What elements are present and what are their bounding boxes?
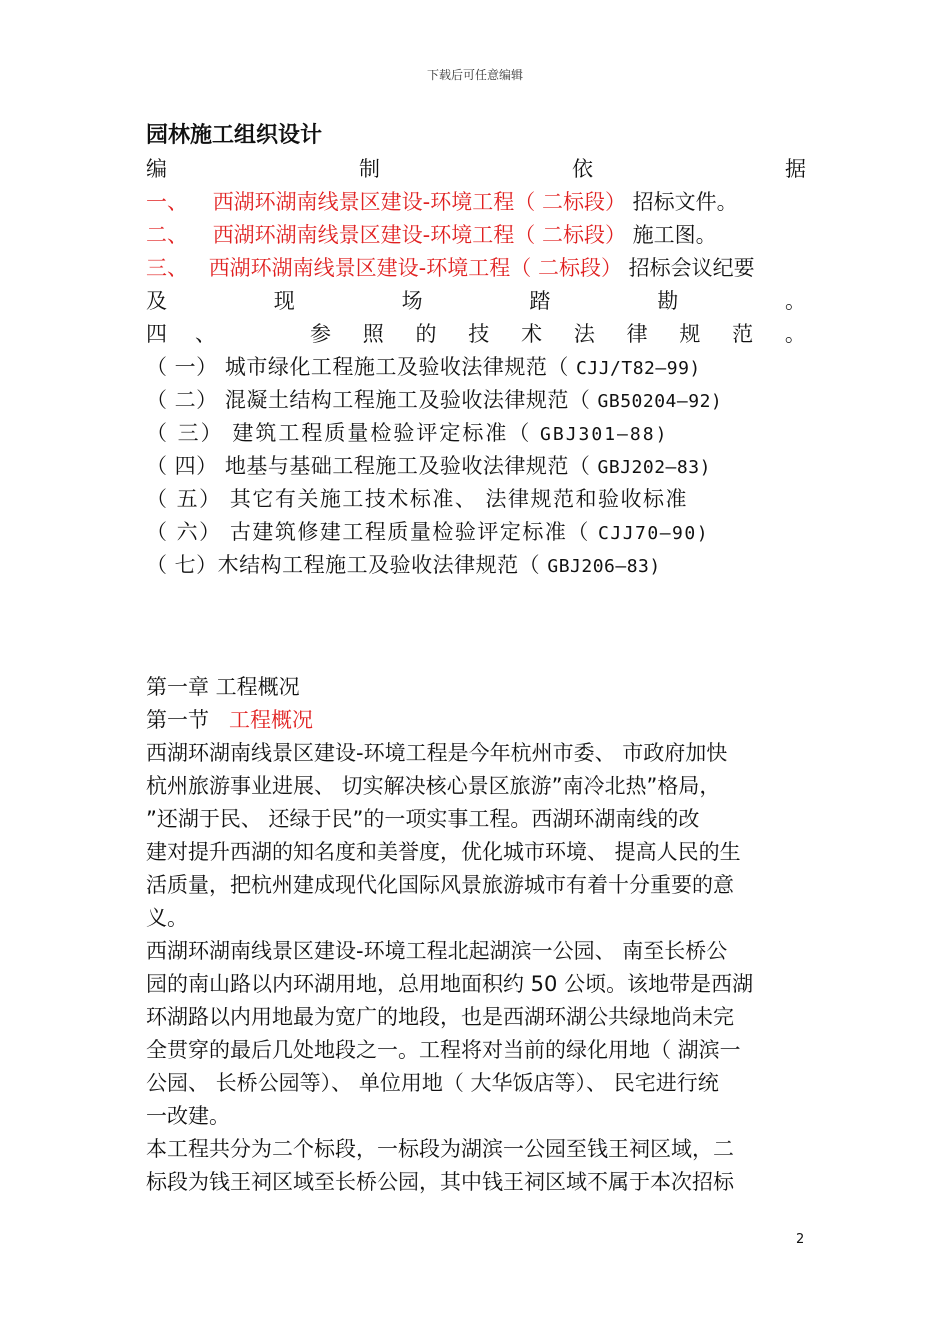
body-line: 公园、 长桥公园等）、 单位用地（ 大华饭店等）、 民宅进行统: [146, 1071, 719, 1095]
basis-heading: [146, 153, 806, 186]
reference-text: （ 七）木结构工程施工及验收法律规范（: [146, 553, 548, 577]
section-heading: [146, 704, 806, 737]
basis-item-3: [146, 252, 806, 285]
body-line: 义。: [146, 906, 188, 930]
ref-head-char: 参: [310, 322, 331, 346]
basis-item-rest: 招标文件。: [632, 190, 738, 214]
basis-item-2: [146, 219, 806, 252]
body-line: 西湖环湖南线景区建设-环境工程是今年杭州市委、 市政府加快: [146, 741, 728, 765]
reference-text: （ 三） 建筑工程质量检验评定标准（: [146, 421, 541, 445]
body-line: 全贯穿的最后几处地段之一。工程将对当前的绿化用地（ 湖滨一: [146, 1038, 741, 1062]
site-char: 勘: [657, 289, 679, 313]
site-char: 。: [784, 289, 806, 313]
reference-code: GBJ202—83): [597, 457, 711, 478]
reference-code: CJJ/T82—99): [576, 358, 701, 379]
basis-char: 据: [785, 157, 806, 181]
ref-head-char: 法: [573, 322, 595, 346]
reference-text: （ 一） 城市绿化工程施工及验收法律规范（: [146, 355, 577, 379]
site-char: 及: [146, 289, 167, 313]
reference-item: [146, 549, 806, 582]
reference-item: [146, 483, 806, 516]
site-char: 场: [401, 289, 423, 313]
ref-head-char: 规: [679, 322, 701, 346]
section-title: 工程概况: [229, 708, 314, 732]
basis-item-num: 一、: [146, 190, 188, 214]
body-line: ”还湖于民、 还绿于民”的一项实事工程。西湖环湖南线的改: [146, 807, 700, 831]
site-char: 踏: [529, 289, 551, 313]
reference-text: （ 四） 地基与基础工程施工及验收法律规范（: [146, 454, 598, 478]
basis-item-project: 西湖环湖南线景区建设-环境工程（ 二标段）: [208, 256, 622, 280]
basis-item-rest: 施工图。: [632, 223, 717, 247]
body-line: 园的南山路以内环湖用地，总用地面积约 50 公顷。该地带是西湖: [146, 972, 754, 996]
basis-item-1: [146, 186, 806, 219]
body-line: 本工程共分为二个标段，一标段为湖滨一公园至钱王祠区域，二: [146, 1137, 734, 1161]
body-line: 环湖路以内用地最为宽广的地段，也是西湖环湖公共绿地尚未完: [146, 1005, 734, 1029]
ref-head-char: 照: [362, 322, 384, 346]
basis-char: 依: [572, 157, 593, 181]
chapter-heading: 第一章 工程概况: [146, 675, 300, 699]
site-survey-line: [146, 285, 806, 318]
reference-item: [146, 351, 806, 384]
reference-text: （ 五） 其它有关施工技术标准、 法律规范和验收标准: [146, 487, 689, 511]
ref-head-char: 。: [784, 322, 806, 346]
reference-code: CJJ70—90): [598, 523, 710, 544]
document-title: 园林施工组织设计: [146, 123, 323, 148]
reference-item: [146, 450, 806, 483]
basis-item-project: 西湖环湖南线景区建设-环境工程（ 二标段）: [212, 223, 626, 247]
basis-item-num: 二、: [146, 223, 188, 247]
page-number: 2: [796, 1232, 805, 1247]
body-line: 活质量，把杭州建成现代化国际风景旅游城市有着十分重要的意: [146, 873, 734, 897]
site-char: 现: [273, 289, 295, 313]
basis-item-rest: 招标会议纪要: [628, 256, 755, 280]
basis-char: 编: [146, 157, 167, 181]
body-line: 建对提升西湖的知名度和美誉度，优化城市环境、 提高人民的生: [146, 840, 741, 864]
reference-item: [146, 417, 806, 450]
page-header: 下载后可任意编辑: [426, 68, 523, 82]
body-line: 标段为钱王祠区域至长桥公园，其中钱王祠区域不属于本次招标: [146, 1170, 734, 1194]
ref-head-char: 范: [732, 322, 754, 346]
reference-text: （ 二） 混凝土结构工程施工及验收法律规范（: [146, 388, 598, 412]
body-line: 杭州旅游事业进展、 切实解决核心景区旅游”南冷北热”格局，: [146, 774, 721, 798]
ref-head-char: 术: [521, 322, 543, 346]
basis-item-project: 西湖环湖南线景区建设-环境工程（ 二标段）: [212, 190, 626, 214]
body-line: 西湖环湖南线景区建设-环境工程北起湖滨一公园、 南至长桥公: [146, 939, 728, 963]
reference-code: GBJ206—83): [547, 556, 661, 577]
reference-code: GBJ301—88): [540, 424, 669, 445]
reference-code: GB50204—92): [597, 391, 723, 412]
ref-head-char: 律: [626, 322, 648, 346]
basis-item-num: 三、: [146, 256, 188, 280]
basis-char: 制: [359, 157, 380, 181]
section-label: 第一节: [146, 708, 230, 732]
ref-head-char: 、: [195, 322, 216, 346]
reference-text: （ 六） 古建筑修建工程质量检验评定标准（: [146, 520, 599, 544]
reference-item: [146, 516, 806, 549]
reference-item: [146, 384, 806, 417]
ref-head-char: 的: [415, 322, 437, 346]
ref-head-char: 技: [468, 322, 490, 346]
reference-heading: [146, 318, 806, 351]
ref-head-char: 四: [146, 322, 167, 346]
body-line: 一改建。: [146, 1104, 230, 1128]
